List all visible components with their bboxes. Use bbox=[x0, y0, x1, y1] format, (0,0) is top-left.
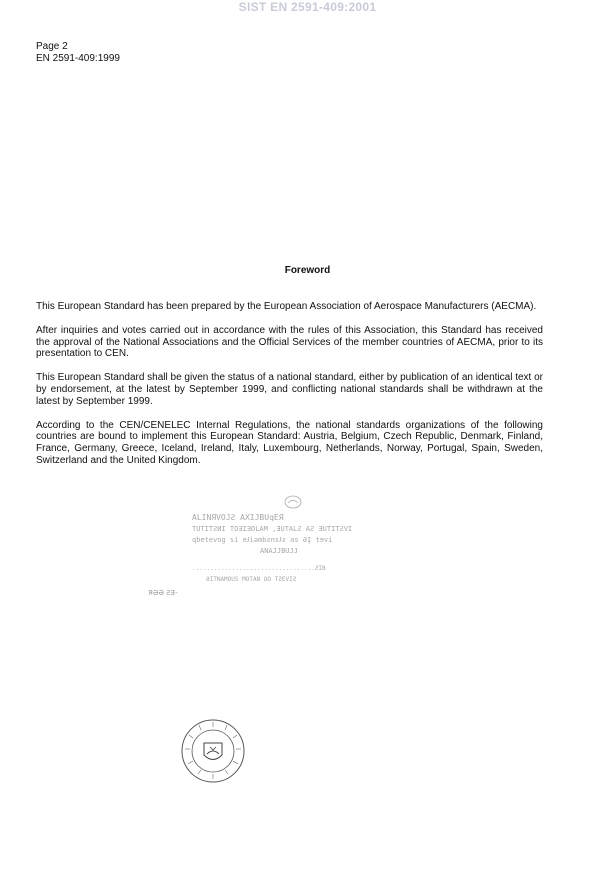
watermark: SIST EN 2591-409:2001 bbox=[238, 0, 377, 14]
stamp-line: ƏITNAMOUS MOTAN OO TƧEVIƧ bbox=[206, 576, 297, 583]
section-title: Foreword bbox=[284, 265, 331, 276]
paragraph: After inquiries and votes carried out in accordance with the rules of this Association, this Standard has received the approval of the National Associations and the Official Services of the member countries of AECMA, prior to its presentation to CEN. bbox=[36, 324, 543, 360]
stamp-line: ANAJJBUJJ bbox=[260, 547, 298, 555]
stamp-line: TUTITƧИI TOƎIƎOLAM ,ƎUTALƧ AƧ ƎUTITƧVI bbox=[192, 525, 353, 533]
stamp-line: qbetevog si eɈiəmbƨnsɈƨ as ƏĮ tɘvi bbox=[192, 536, 333, 544]
foreword-body bbox=[36, 301, 543, 479]
page-header bbox=[36, 41, 120, 65]
page-number: Page 2 bbox=[36, 41, 68, 52]
paragraph: This European Standard shall be given the status of a national standard, either by publication of an identical text or by endorsement, at the latest by September 1999, and conflicting national standards shall be withdrawn at the latest by September 1999. bbox=[36, 372, 543, 407]
stamp-line: ..................................ƧIB bbox=[192, 565, 326, 572]
margin-mark: ЯƏƏ ƧƎ- bbox=[148, 589, 178, 597]
ink-stamp bbox=[180, 495, 380, 595]
paragraph: According to the CEN/CENELEC Internal Regulations, the national standards organizations of the following countries are bound to implement this European Standard: Austria, Belgium, Czech Republic, Denmark, Finland, France, Germany, Greece, Iceland, Ireland, Italy, Luxembourg, Netherlands, Norway, Portugal, Spain, Sweden, Switzerland and the United Kingdom. bbox=[36, 419, 543, 466]
seal bbox=[180, 718, 246, 784]
document-id: EN 2591-409:1999 bbox=[36, 53, 120, 64]
seal-emblem-icon bbox=[180, 718, 246, 784]
stamp-line: ALINЯVOJƧ AXIJBUqEЯ bbox=[192, 513, 284, 522]
paragraph: This European Standard has been prepared by the European Association of Aerospace Manufacturers (AECMA). bbox=[36, 301, 537, 312]
stamp-emblem-icon bbox=[283, 495, 303, 509]
